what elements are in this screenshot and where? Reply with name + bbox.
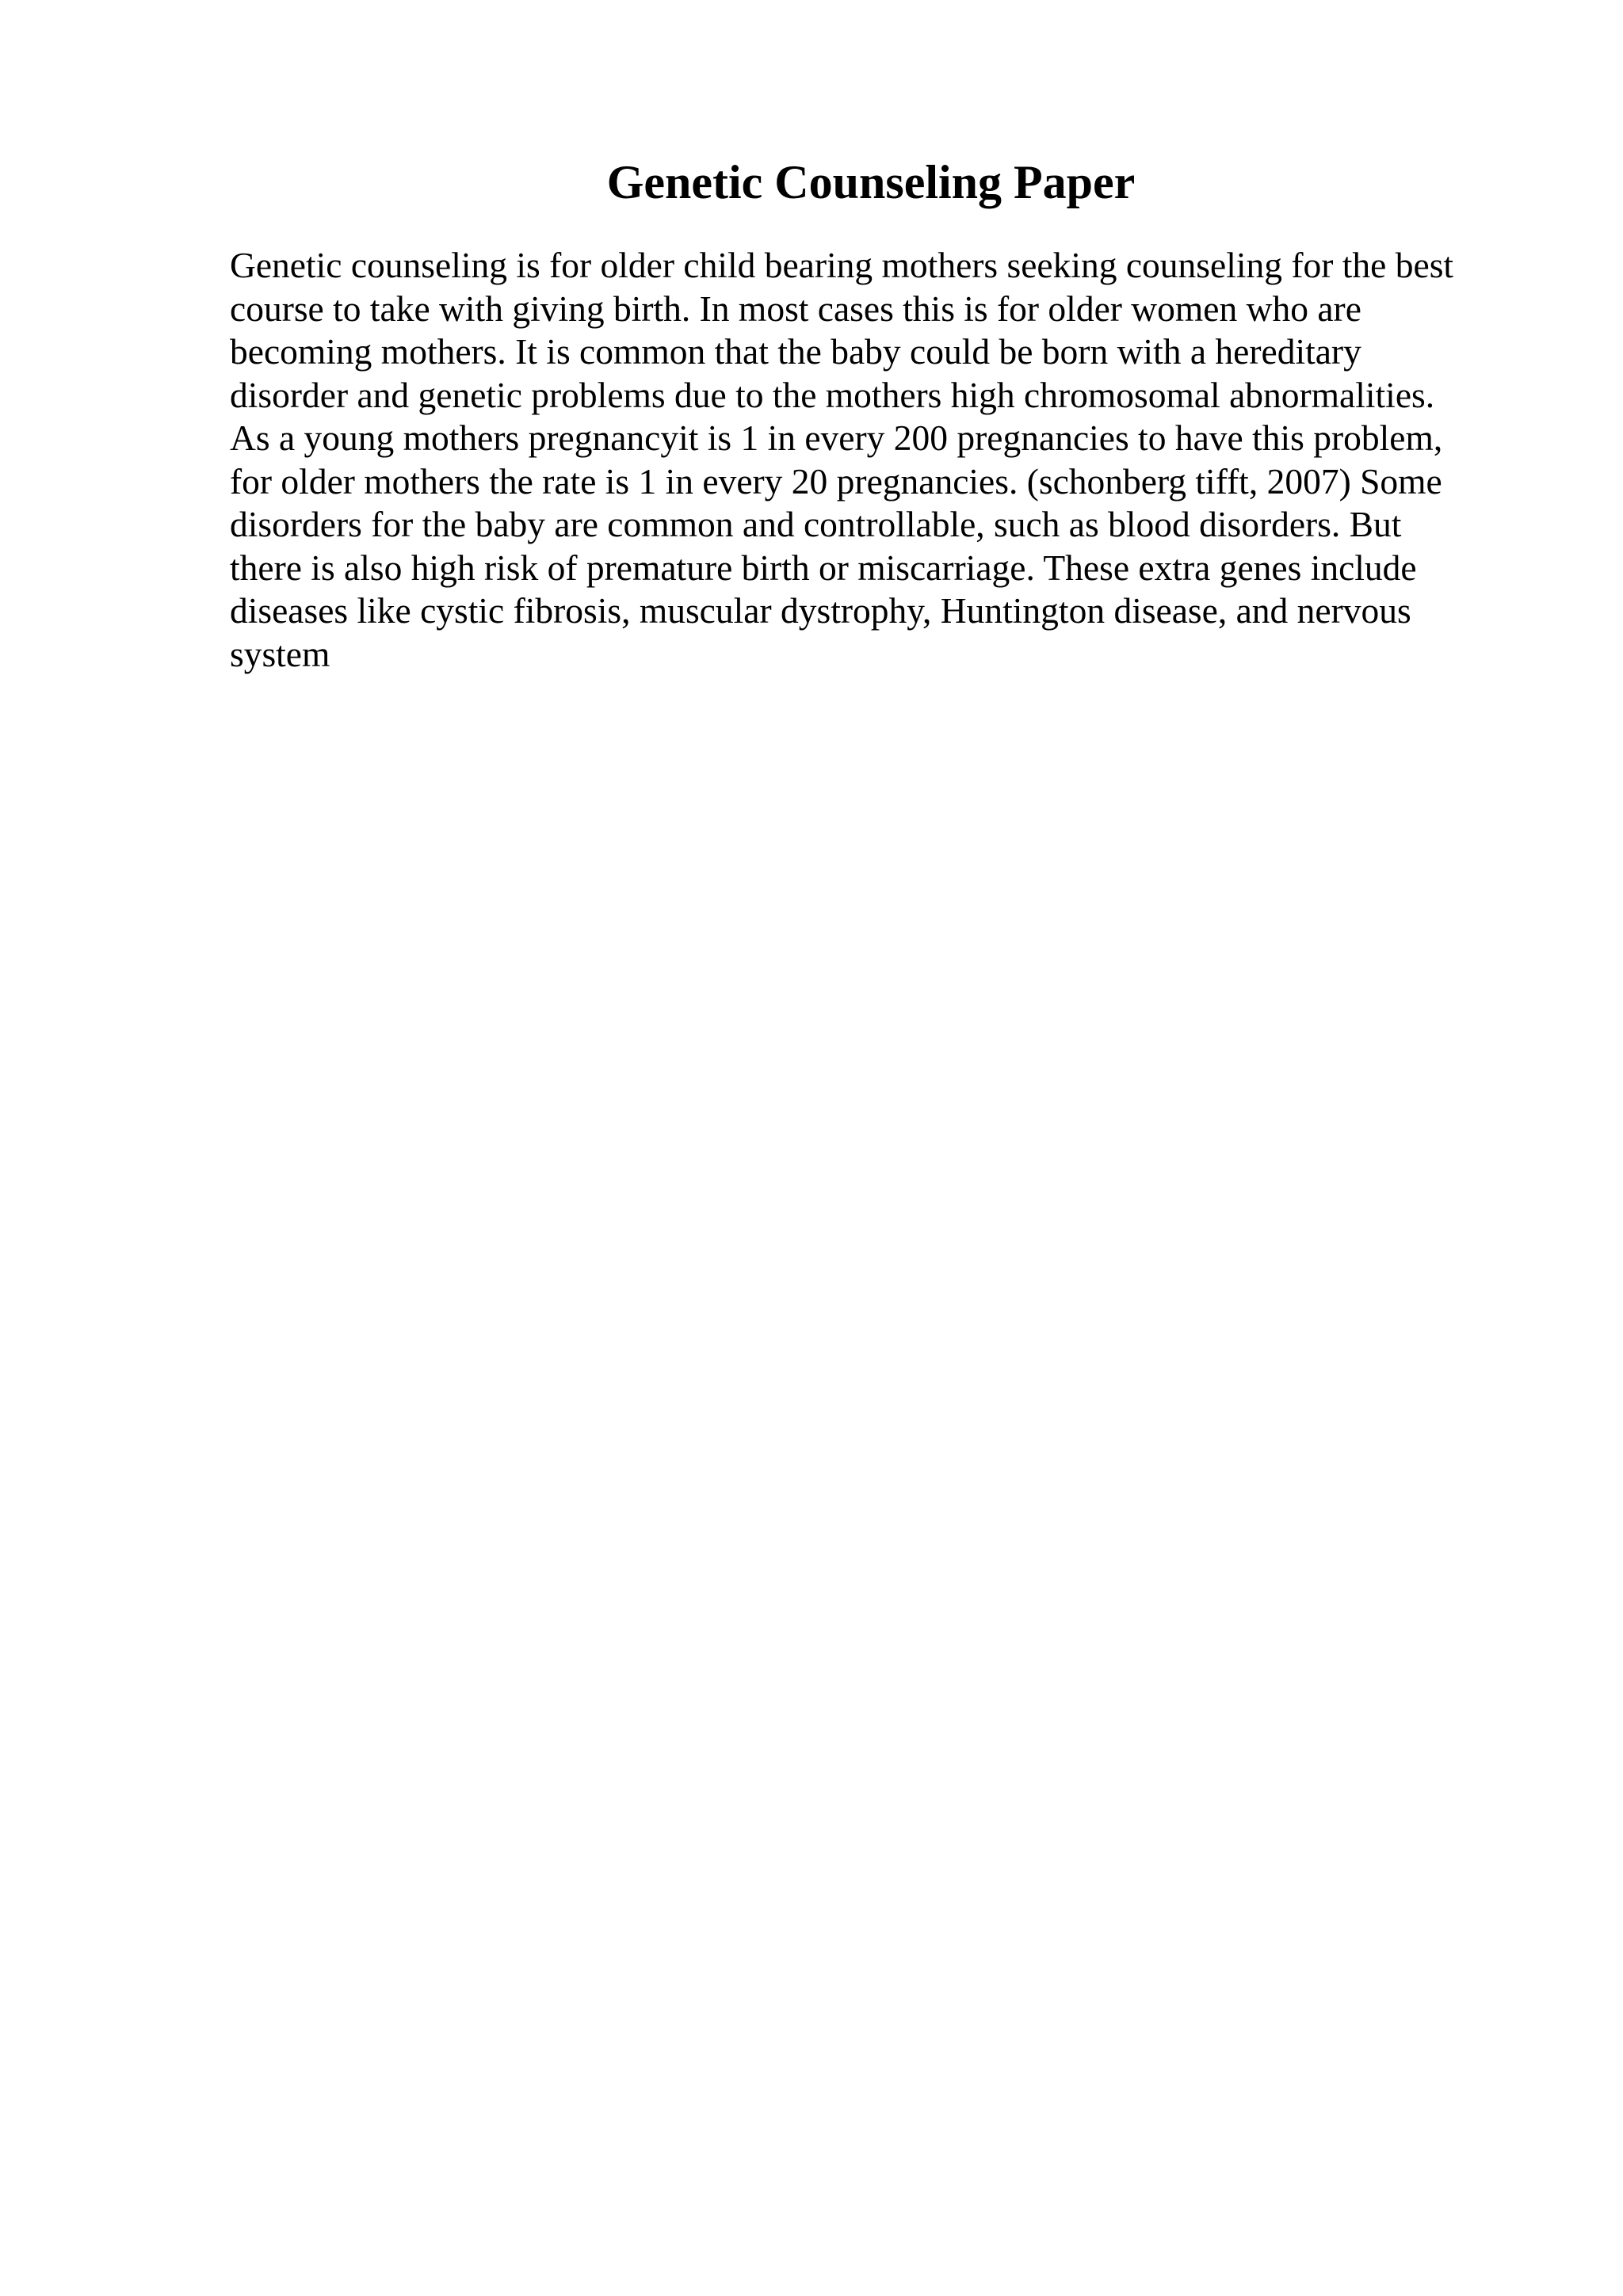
document-title: Genetic Counseling Paper — [606, 156, 1136, 208]
body-line: system — [230, 633, 330, 674]
body-line: there is also high risk of premature birth or miscarriage. These extra genes include — [230, 547, 1417, 588]
body-line: Genetic counseling is for older child bearing mothers seeking counseling for the best — [230, 245, 1454, 285]
body-line: disorder and genetic problems due to the mothers high chromosomal abnormalities. — [230, 374, 1435, 415]
body-line: diseases like cystic fibrosis, muscular dystrophy, Huntington disease, and nervous — [230, 590, 1411, 631]
document-body — [230, 244, 1498, 676]
body-line: course to take with giving birth. In most cases this is for older women who are — [230, 288, 1361, 329]
body-line: becoming mothers. It is common that the baby could be born with a hereditary — [230, 331, 1361, 372]
body-line: for older mothers the rate is 1 in every 20 pregnancies. (schonberg tifft, 2007) Some — [230, 460, 1442, 502]
body-line: disorders for the baby are common and controllable, such as blood disorders. But — [230, 504, 1402, 544]
body-line: As a young mothers pregnancyit is 1 in every 200 pregnancies to have this problem, — [230, 418, 1443, 458]
